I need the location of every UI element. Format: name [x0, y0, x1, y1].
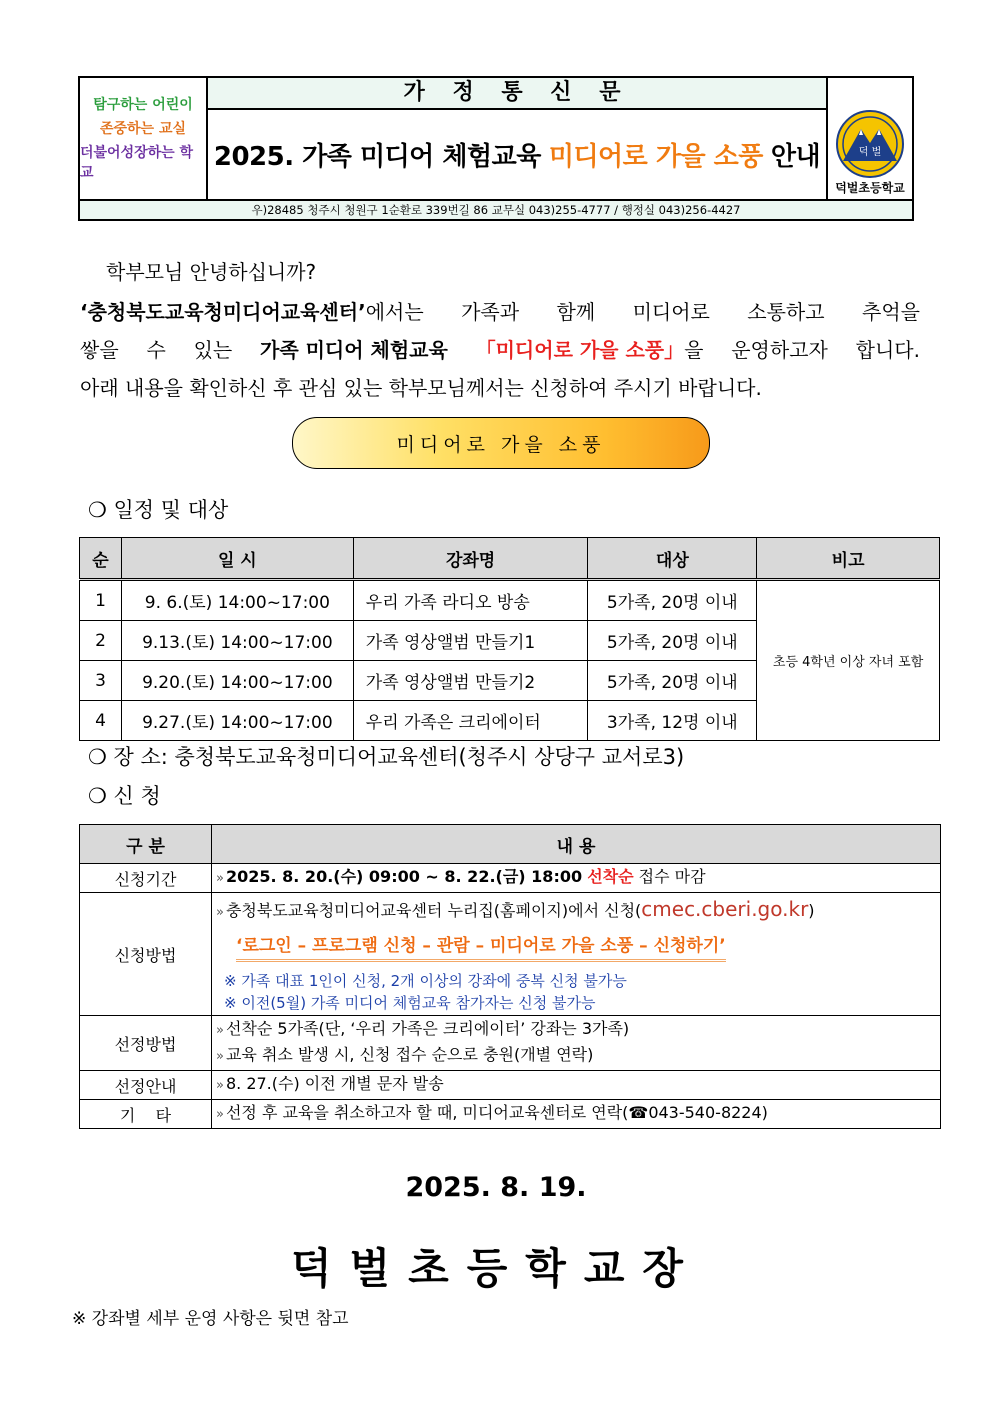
- arrow-icon: »: [216, 871, 220, 886]
- table-row: 선정안내 » 8. 27.(수) 이전 개별 문자 발송: [80, 1071, 941, 1100]
- table-header-row: [80, 538, 940, 580]
- table-row: 신청기간 » 2025. 8. 20.(수) 09:00 ~ 8. 22.(금) 18:00 선착순 접수 마감: [80, 864, 941, 893]
- center-name: ‘충청북도교육청미디어교육센터’: [80, 300, 366, 324]
- arrow-icon: »: [216, 1023, 220, 1038]
- schedule-note: 초등 4학년 이상 자녀 포함: [757, 580, 940, 741]
- intro-line-3: 아래 내용을 확인하신 후 관심 있는 학부모님께서는 신청하여 주시기 바랍니다.: [80, 376, 762, 400]
- table-row: 3 9.20.(토) 14:00~17:00 가족 영상앨범 만들기2 5가족, 20명 이내: [80, 661, 940, 701]
- arrow-icon: »: [216, 1049, 220, 1064]
- page-title: [208, 110, 826, 199]
- newsletter-header: [78, 76, 914, 221]
- col-no: 순: [80, 538, 122, 580]
- table-row: 2 9.13.(토) 14:00~17:00 가족 영상앨범 만들기1 5가족, 20명 이내: [80, 621, 940, 661]
- motto-line-2: 존중하는 교실: [99, 120, 187, 137]
- table-row: 신청방법 » 충청북도교육청미디어교육센터 누리집(홈페이지)에서 신청(cmec.cberi.go.kr) ‘로그인 – 프로그램 신청 – 관람 – 미디어로 가을 소풍 – 신청하기’ ※ 가족 대표 1인이 신청, 2개 이상의 강좌에 중복 신청 불가능 ※ 이전(5월) 가족 미디어 체험교육 참가자는 신청 불가능: [80, 893, 941, 1016]
- svg-text:덕 벌: 덕 벌: [858, 147, 882, 158]
- program-name: 「미디어로 가을 소풍」: [475, 338, 685, 362]
- table-header-row: [80, 825, 941, 864]
- program-type: 가족 미디어 체험교육: [260, 338, 448, 362]
- intro-line-1: ‘충청북도교육청미디어교육센터’에서는 가족과 함께 미디어로 소통하고 추억을: [80, 300, 920, 324]
- newsletter-label: 가 정 통 신 문: [208, 78, 826, 110]
- schedule-table: [79, 537, 940, 741]
- col-content: 내 용: [212, 825, 941, 864]
- program-banner: 미디어로 가을 소풍: [292, 417, 710, 469]
- arrow-icon: »: [216, 1078, 220, 1093]
- application-path: ‘로그인 – 프로그램 신청 – 관람 – 미디어로 가을 소풍 – 신청하기’: [236, 934, 726, 962]
- principal-signature: 덕벌초등학교장: [290, 1244, 701, 1293]
- school-motto: [80, 78, 208, 199]
- arrow-icon: »: [216, 1107, 220, 1122]
- table-row: 기 타 » 선정 후 교육을 취소하고자 할 때, 미디어교육센터로 연락(☎043-540-8224): [80, 1100, 941, 1129]
- website-url: cmec.cberi.go.kr: [641, 897, 809, 921]
- address-bar: 우)28485 청주시 청원구 1순환로 339번길 86 교무실 043)255-4777 / 행정실 043)256-4427: [80, 199, 912, 219]
- table-row: 선정방법 » 선착순 5가족(단, ‘우리 가족은 크리에이터’ 강좌는 3가족) » 교육 취소 발생 시, 신청 접수 순으로 충원(개별 연락): [80, 1016, 941, 1071]
- table-row: 4 9.27.(토) 14:00~17:00 우리 가족은 크리에이터 3가족, 12명 이내: [80, 701, 940, 741]
- issue-date: 2025. 8. 19.: [405, 1172, 587, 1203]
- intro-line-2: 쌓을 수 있는 가족 미디어 체험교육 「미디어로 가을 소풍」을 운영하고자 합니다.: [80, 334, 920, 363]
- motto-line-1: 탐구하는 어린이: [93, 96, 193, 113]
- col-course: 강좌명: [353, 538, 588, 580]
- section-apply-heading: ❍ 신 청: [88, 784, 161, 808]
- greeting: 학부모님 안녕하십니까?: [106, 260, 317, 284]
- title-suffix: 안내: [770, 142, 821, 172]
- footnote: ※ 강좌별 세부 운영 사항은 뒷면 참고: [72, 1309, 349, 1329]
- motto-line-3: 더불어성장하는 학교: [80, 144, 194, 181]
- school-emblem-icon: [835, 109, 905, 179]
- col-category: 구 분: [80, 825, 212, 864]
- col-datetime: 일 시: [121, 538, 353, 580]
- school-name-small: 덕벌초등학교: [835, 181, 905, 195]
- col-target: 대상: [588, 538, 757, 580]
- section-schedule-heading: ❍ 일정 및 대상: [88, 498, 229, 522]
- application-table: [79, 824, 941, 1129]
- col-note: 비고: [757, 538, 940, 580]
- section-place: ❍ 장 소: 충청북도교육청미디어교육센터(청주시 상당구 교서로3): [88, 745, 685, 769]
- title-highlight: 미디어로 가을 소풍: [548, 142, 763, 172]
- title-prefix: 2025. 가족 미디어 체험교육: [213, 142, 541, 172]
- table-row: 1 9. 6.(토) 14:00~17:00 우리 가족 라디오 방송 5가족, 20명 이내 초등 4학년 이상 자녀 포함: [80, 580, 940, 621]
- arrow-icon: »: [216, 905, 220, 920]
- school-logo-box: [826, 78, 912, 199]
